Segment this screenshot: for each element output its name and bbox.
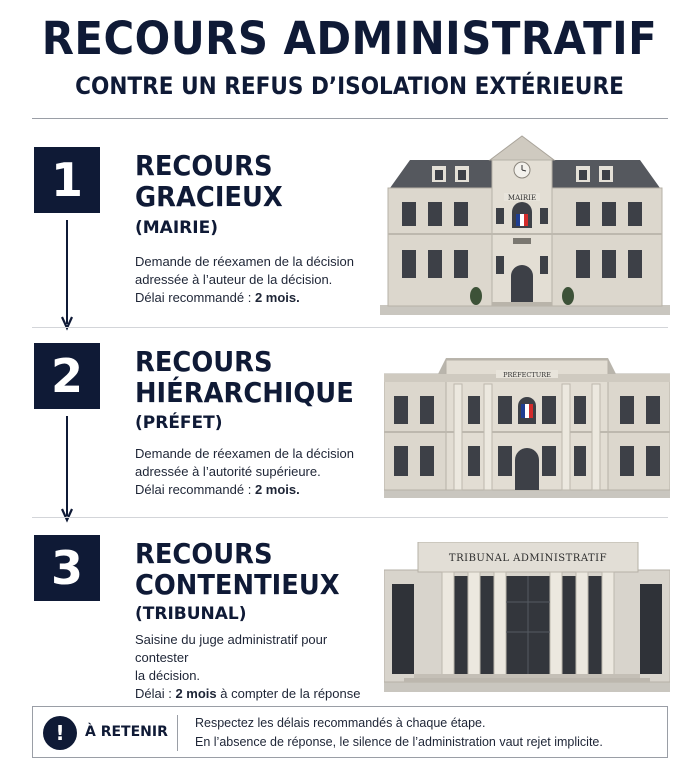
header-divider [32, 118, 668, 119]
prefecture-building-illustration [384, 346, 670, 498]
main-subtitle: CONTRE UN REFUS D’ISOLATION EXTÉRIEURE [75, 72, 624, 100]
mairie-sign-text: MAIRIE [507, 194, 537, 202]
mairie-building-illustration [380, 130, 670, 315]
reminder-label: À RETENIR [85, 724, 168, 740]
step-2-title: RECOURS HIÉRARCHIQUE [135, 345, 354, 409]
step-2-number-badge: 2 [34, 343, 100, 409]
tribunal-sign-text: TRIBUNAL ADMINISTRATIF [448, 553, 608, 564]
step-3-title: RECOURS CONTENTIEUX [135, 537, 340, 601]
step-2-subtitle: (PRÉFET) [135, 413, 223, 433]
step-1-subtitle: (MAIRIE) [135, 218, 218, 238]
step-divider-1 [32, 327, 668, 328]
down-arrow-icon [61, 220, 73, 332]
tribunal-building-illustration [384, 542, 670, 692]
step-2-description: Demande de réexamen de la décision adressée à l’autorité supérieure. Délai recommandé : 2 mois. [135, 446, 354, 497]
prefecture-sign-text: PRÉFECTURE [503, 371, 551, 379]
step-1-description: Demande de réexamen de la décision adressée à l’auteur de la décision. Délai recommandé : 2 mois. [135, 254, 354, 305]
step-divider-2 [32, 517, 668, 518]
reminder-box [32, 706, 668, 758]
step-1-number-badge: 1 [34, 147, 100, 213]
step-3-number-badge: 3 [34, 535, 100, 601]
reminder-text: Respectez les délais recommandés à chaque étape. En l’absence de réponse, le silence de l’administration vaut rejet implicite. [195, 716, 603, 749]
exclamation-icon: ! [43, 716, 77, 750]
reminder-separator [177, 715, 178, 751]
main-title: RECOURS ADMINISTRATIF [41, 12, 658, 65]
step-3-description: Saisine du juge administratif pour contester la décision. Délai : 2 mois à compter de la réponse [135, 632, 361, 701]
step-3-subtitle: (TRIBUNAL) [135, 604, 247, 624]
down-arrow-icon [61, 416, 73, 524]
step-1-title: RECOURS GRACIEUX [135, 149, 283, 213]
